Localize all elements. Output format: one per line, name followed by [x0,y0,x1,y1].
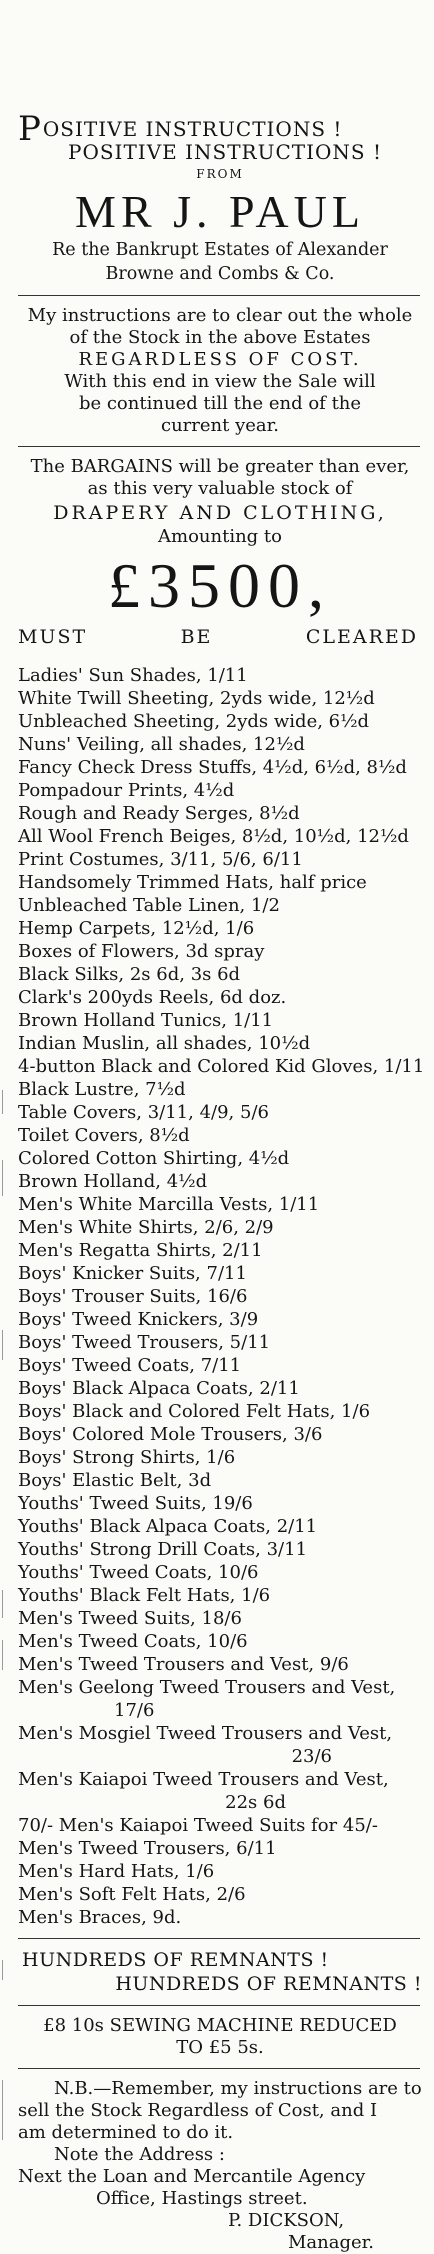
price-item: Youths' Tweed Coats, 10/6 [18,1562,259,1583]
price-item: Black Lustre, 7½d [18,1079,186,1100]
note-block [18,2078,422,2254]
instructions-line: be continued till the end of the [78,393,362,414]
price-item: Unbleached Table Linen, 1/2 [18,895,280,916]
estate-line-2: Browne and Combs & Co. [105,264,335,284]
divider [18,1938,420,1939]
price-item: Boys' Tweed Trousers, 5/11 [18,1332,271,1353]
price-item: Rough and Ready Serges, 8½d [18,803,300,824]
instructions-block [18,305,422,437]
price-item [18,1676,422,1722]
must-word: CLEARED [305,626,418,648]
price-item: Boys' Strong Shirts, 1/6 [18,1447,236,1468]
price-item: Boys' Black and Colored Felt Hats, 1/6 [18,1401,371,1422]
price-list [18,664,425,1929]
bargains-line: The BARGAINS will be greater than ever, [30,456,410,477]
advertiser-name: MR J. PAUL [75,186,365,237]
adjacent-column-fragment [2,1330,3,1360]
price-item: 4-button Black and Colored Kid Gloves, 1/11 [18,1056,425,1077]
bargains-block [18,456,422,650]
divider [18,2005,420,2006]
price-item: Indian Muslin, all shades, 10½d [18,1033,311,1054]
price-item: Boys' Colored Mole Trousers, 3/6 [18,1424,323,1445]
sewing-machine-line-1: £8 10s SEWING MACHINE REDUCED [43,2015,397,2036]
adjacent-column-fragment [2,1090,3,1114]
adjacent-column-fragment [2,2080,3,2140]
address-title: Note the Address : [54,2144,225,2165]
drapery-clothing: DRAPERY AND CLOTHING, [53,502,387,524]
address-line: Office, Hastings street. [96,2188,308,2209]
note-line: sell the Stock Regardless of Cost, and I [18,2100,378,2121]
price-item: Men's Tweed Trousers, 6/11 [18,1838,277,1859]
must-be-cleared [18,624,422,650]
advertisement-column [18,109,425,2254]
remnants-line-1: HUNDREDS OF REMNANTS ! [22,1949,329,1971]
price-item: Fancy Check Dress Stuffs, 4½d, 6½d, 8½d [18,757,407,778]
price-item: Hemp Carpets, 12½d, 1/6 [18,918,255,939]
price-item: Clark's 200yds Reels, 6d doz. [18,987,287,1008]
price-item: Men's Regatta Shirts, 2/11 [18,1240,263,1261]
price-item-price: 17/6 [114,1700,155,1721]
price-item: Boys' Trouser Suits, 16/6 [18,1286,248,1307]
estate-line-1: Re the Bankrupt Estates of Alexander [52,240,388,260]
price-item-text: Men's Mosgiel Tweed Trousers and Vest, [18,1723,393,1744]
divider [18,295,420,296]
bargains-line: as this very valuable stock of [87,478,353,499]
headline-positive-1 [18,109,422,149]
instructions-line: With this end in view the Sale will [64,371,376,392]
price-item [18,1768,422,1814]
headline-positive-2: POSITIVE INSTRUCTIONS ! [68,140,382,164]
instructions-line: My instructions are to clear out the whole [27,305,413,326]
adjacent-column-fragment [2,1640,3,1670]
price-item: Toilet Covers, 8½d [18,1125,190,1146]
price-item-text: Men's Geelong Tweed Trousers and Vest, [18,1677,396,1698]
price-item: Boys' Tweed Knickers, 3/9 [18,1309,259,1330]
must-word: MUST [18,626,88,648]
price-item: Boys' Tweed Coats, 7/11 [18,1355,242,1376]
price-item: Table Covers, 3/11, 4/9, 5/6 [18,1102,269,1123]
price-item: Pompadour Prints, 4½d [18,780,235,801]
price-item: Brown Holland, 4½d [18,1171,208,1192]
price-item: Men's White Marcilla Vests, 1/11 [18,1194,320,1215]
signature: P. DICKSON, [228,2210,345,2231]
drop-initial: P [18,109,42,149]
price-item: Black Silks, 2s 6d, 3s 6d [18,964,241,985]
must-word: BE [180,626,213,648]
amounting-to: Amounting to [158,526,282,547]
price-item: Nuns' Veiling, all shades, 12½d [18,734,305,755]
price-item: Youths' Black Felt Hats, 1/6 [18,1585,271,1606]
instructions-line: current year. [161,415,279,436]
price-item: All Wool French Beiges, 8½d, 10½d, 12½d [18,826,409,847]
price-item: 70/- Men's Kaiapoi Tweed Suits for 45/- [18,1815,378,1836]
price-item: Men's Soft Felt Hats, 2/6 [18,1884,246,1905]
price-item: White Twill Sheeting, 2yds wide, 12½d [18,688,375,709]
signature-role: Manager. [288,2232,375,2253]
price-item: Boys' Black Alpaca Coats, 2/11 [18,1378,300,1399]
price-item-price: 22s 6d [225,1792,286,1813]
divider [18,2068,420,2069]
address-line: Next the Loan and Mercantile Agency [18,2166,366,2187]
adjacent-column-fragment [2,1960,3,1980]
price-item: Colored Cotton Shirting, 4½d [18,1148,290,1169]
note-line: am determined to do it. [18,2122,234,2143]
from-label: FROM [196,167,244,181]
price-item: Brown Holland Tunics, 1/11 [18,1010,274,1031]
instructions-line: of the Stock in the above Estates [69,327,371,348]
sewing-machine-line-2: TO £5 5s. [176,2037,264,2058]
price-item: Ladies' Sun Shades, 1/11 [18,665,248,686]
note-line: N.B.—Remember, my instructions are to [54,2078,422,2099]
instructions-line: REGARDLESS OF COST. [78,349,362,370]
amount-headline: £3500, [108,550,332,621]
price-item-price: 23/6 [291,1746,332,1767]
price-item: Men's Braces, 9d. [18,1907,182,1928]
price-item: Men's White Shirts, 2/6, 2/9 [18,1217,274,1238]
price-item: Men's Tweed Trousers and Vest, 9/6 [18,1654,349,1675]
price-item [18,1722,422,1768]
price-item: Boys' Elastic Belt, 3d [18,1470,212,1491]
price-item: Boxes of Flowers, 3d spray [18,941,265,962]
price-item: Youths' Strong Drill Coats, 3/11 [18,1539,308,1560]
price-item: Youths' Black Alpaca Coats, 2/11 [18,1516,318,1537]
price-item: Handsomely Trimmed Hats, half price [18,872,367,893]
price-item-text: Men's Kaiapoi Tweed Trousers and Vest, [18,1769,389,1790]
headline-text-1: OSITIVE INSTRUCTIONS ! [42,117,343,141]
price-item: Men's Tweed Suits, 18/6 [18,1608,242,1629]
adjacent-column-fragment [2,1160,3,1196]
remnants-line-2: HUNDREDS OF REMNANTS ! [115,1973,422,1995]
price-item: Men's Hard Hats, 1/6 [18,1861,215,1882]
price-item: Men's Tweed Coats, 10/6 [18,1631,248,1652]
price-item: Print Costumes, 3/11, 5/6, 6/11 [18,849,303,870]
price-item: Youths' Tweed Suits, 19/6 [18,1493,253,1514]
adjacent-column-fragment [2,1590,3,1618]
price-item: Unbleached Sheeting, 2yds wide, 6½d [18,711,370,732]
divider [18,446,420,447]
price-item: Boys' Knicker Suits, 7/11 [18,1263,247,1284]
